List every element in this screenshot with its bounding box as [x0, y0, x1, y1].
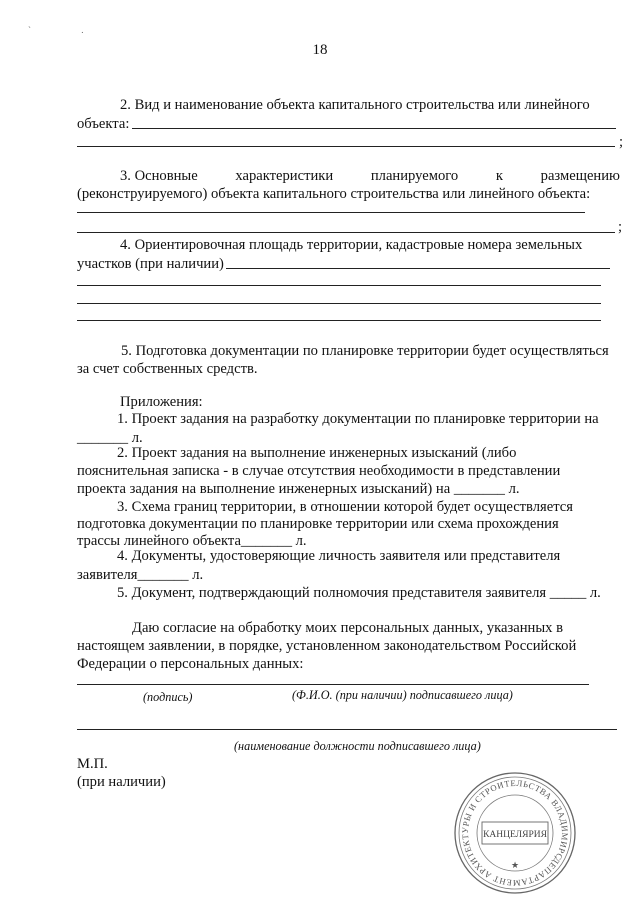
section2-label: объекта: — [77, 116, 130, 132]
position-caption: (наименование должности подписавшего лица) — [234, 739, 481, 753]
appendix-4-line2: заявителя_______ л. — [77, 567, 204, 583]
name-caption: (Ф.И.О. (при наличии) подписавшего лица) — [292, 688, 513, 702]
section2-line1: 2. Вид и наименование объекта капитального строительства или линейного — [120, 97, 590, 113]
appendix-1-line1: 1. Проект задания на разработку документации по планировке территории на — [117, 411, 599, 427]
section4-line1: 4. Ориентировочная площадь территории, кадастровые номера земельных — [120, 237, 583, 253]
section3-word-5: размещению — [540, 168, 620, 184]
signature-line — [77, 684, 589, 685]
section3-line1 — [120, 168, 620, 185]
section3-fill-line-2 — [77, 232, 615, 233]
section3-fill-line-1 — [77, 212, 585, 213]
appendix-2-line3: проекта задания на выполнение инженерных изысканий) на _______ л. — [77, 481, 520, 497]
section4-fill-line-3 — [77, 303, 601, 304]
signature-caption: (подпись) — [143, 690, 193, 704]
appendix-2-line2: пояснительная записка - в случае отсутствия необходимости в представлении — [77, 463, 561, 479]
appendices-heading: Приложения: — [120, 394, 203, 410]
seal-note: (при наличии) — [77, 774, 166, 790]
position-line — [77, 729, 617, 730]
appendix-3-line3: трассы линейного объекта_______ л. — [77, 533, 307, 549]
scan-marks: ` . — [28, 25, 108, 35]
section4-line2: участков (при наличии) — [77, 256, 224, 272]
section5-line1: 5. Подготовка документации по планировке территории будет осуществляться — [121, 343, 609, 359]
section5-line2: за счет собственных средств. — [77, 361, 258, 377]
stamp-ring-text: ДЕПАРТАМЕНТ АРХИТЕКТУРЫ И СТРОИТЕЛЬСТВА ВЛАДИМИРСКОЙ — [459, 777, 571, 889]
appendix-1-line2: _______ л. — [77, 430, 143, 446]
appendix-3-line1: 3. Схема границ территории, в отношении которой будет осуществляется — [117, 499, 573, 515]
appendix-2-line1: 2. Проект задания на выполнение инженерных изысканий (либо — [117, 445, 517, 461]
section3-word-1: 3. Основные — [120, 168, 198, 184]
section4-fill-line-1 — [226, 268, 610, 269]
consent-line3: Федерации о персональных данных: — [77, 656, 304, 672]
appendix-5: 5. Документ, подтверждающий полномочия представителя заявителя _____ л. — [117, 585, 601, 601]
consent-line2: настоящем заявлении, в порядке, установленном законодательством Российской — [77, 638, 577, 654]
official-stamp — [452, 770, 578, 896]
seal-mark: М.П. — [77, 756, 108, 772]
appendix-4-line1: 4. Документы, удостоверяющие личность заявителя или представителя — [117, 548, 561, 564]
section2-fill-line-1 — [132, 128, 616, 129]
section3-word-4: к — [495, 168, 503, 184]
section4-fill-line-2 — [77, 285, 601, 286]
section4-fill-line-4 — [77, 320, 601, 321]
section2-fill-line-2 — [77, 146, 615, 147]
stamp-star-icon: ★ — [510, 860, 520, 870]
appendix-3-line2: подготовка документации по планировке территории или схема прохождения — [77, 516, 559, 532]
consent-line1: Даю согласие на обработку моих персональных данных, указанных в — [132, 620, 563, 636]
page-number: 18 — [312, 42, 328, 58]
section2-end-mark: ; — [619, 134, 624, 150]
section3-word-2: характеристики — [235, 168, 334, 184]
section3-word-3: планируемого — [370, 168, 459, 184]
section3-line2: (реконструируемого) объекта капитального строительства или линейного объекта: — [77, 186, 591, 202]
section3-end-mark: ; — [618, 219, 623, 235]
stamp-center-text: КАНЦЕЛЯРИЯ — [483, 830, 547, 840]
